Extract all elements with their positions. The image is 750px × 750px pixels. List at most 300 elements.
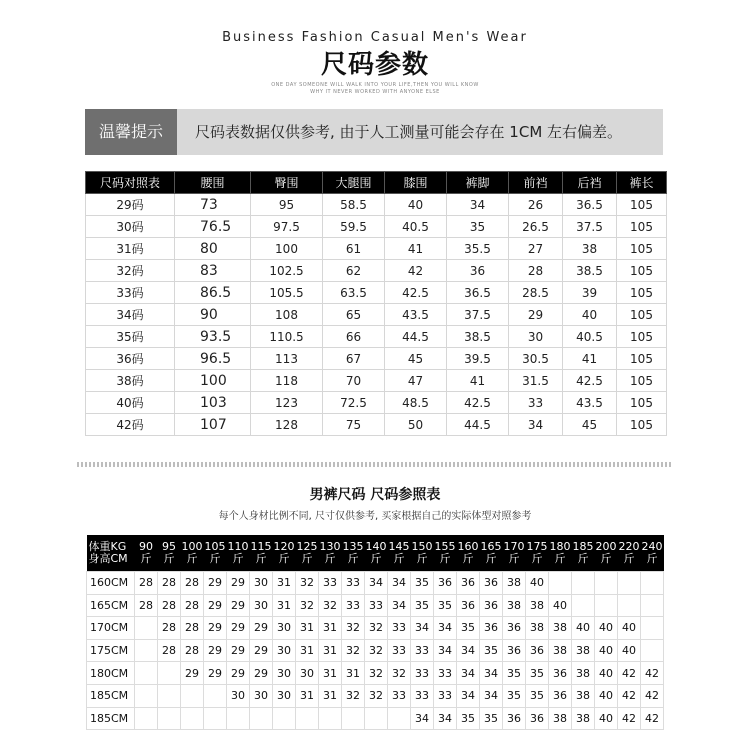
size-table-column-header: 裤脚	[447, 172, 509, 194]
table-cell: 36	[480, 572, 503, 595]
weight-unit: 斤	[370, 552, 382, 565]
weight-unit: 斤	[462, 552, 474, 565]
table-cell: 75	[323, 414, 385, 436]
table-cell: 26.5	[509, 216, 563, 238]
table-cell: 36	[549, 662, 572, 685]
weight-unit: 斤	[140, 552, 152, 565]
size-label-cell: 38码	[86, 370, 175, 392]
table-cell: 40	[595, 707, 618, 730]
table-cell: 35	[457, 617, 480, 640]
size-label-cell: 35码	[86, 326, 175, 348]
weight-value: 140	[365, 540, 387, 553]
table-row	[86, 326, 667, 348]
weight-value: 100	[181, 540, 203, 553]
size-table-column-header: 裤长	[617, 172, 667, 194]
table-cell: 35	[411, 594, 434, 617]
weight-value: 165	[480, 540, 502, 553]
weight-value: 110	[227, 540, 249, 553]
table-cell: 58.5	[323, 194, 385, 216]
table-cell: 29	[509, 304, 563, 326]
table-cell: 65	[323, 304, 385, 326]
weight-column-header	[135, 535, 158, 572]
table-cell: 38.5	[447, 326, 509, 348]
weight-value: 240	[641, 540, 663, 553]
table-cell: 38	[549, 639, 572, 662]
table-row	[87, 617, 664, 640]
table-cell: 32	[365, 639, 388, 662]
reference-title: 男裤尺码 尺码参照表	[309, 487, 441, 503]
table-cell: 31	[296, 617, 319, 640]
table-row	[86, 348, 667, 370]
table-cell: 42	[618, 684, 641, 707]
table-cell: 105	[617, 326, 667, 348]
table-cell: 32	[365, 684, 388, 707]
weight-unit: 斤	[347, 552, 359, 565]
table-cell: 32	[365, 662, 388, 685]
table-cell: 37.5	[563, 216, 617, 238]
table-cell: 32	[296, 594, 319, 617]
table-cell: 35	[447, 216, 509, 238]
table-cell: 36	[447, 260, 509, 282]
table-cell: 34	[388, 594, 411, 617]
table-cell: 39.5	[447, 348, 509, 370]
table-cell: 105	[617, 282, 667, 304]
weight-value: 200	[595, 540, 617, 553]
tagline-line-2: WHY IT NEVER WORKED WITH ANYONE ELSE	[310, 89, 440, 95]
table-cell: 43.5	[563, 392, 617, 414]
table-row	[86, 414, 667, 436]
table-cell: 38	[572, 662, 595, 685]
height-label-cell: 185CM	[87, 707, 135, 730]
english-title: Business Fashion Casual Men's Wear	[222, 30, 528, 45]
table-cell: 34	[411, 707, 434, 730]
weight-column-header	[434, 535, 457, 572]
weight-column-header	[411, 535, 434, 572]
table-cell: 34	[434, 639, 457, 662]
table-cell: 38	[563, 238, 617, 260]
table-cell: 29	[204, 572, 227, 595]
table-cell: 35	[457, 707, 480, 730]
table-cell: 36	[503, 639, 526, 662]
section-divider	[77, 462, 673, 467]
table-cell: 28	[181, 617, 204, 640]
table-cell: 30	[296, 662, 319, 685]
table-cell: 32	[388, 662, 411, 685]
weight-value: 155	[434, 540, 456, 553]
height-axis-label: 身高CM	[88, 552, 128, 565]
table-cell: 42	[641, 662, 664, 685]
weight-column-header	[549, 535, 572, 572]
tip-banner	[85, 109, 663, 155]
table-cell: 31.5	[509, 370, 563, 392]
table-cell: 59.5	[323, 216, 385, 238]
reference-table-header	[87, 535, 664, 572]
table-cell: 100	[251, 238, 323, 260]
table-cell	[595, 572, 618, 595]
table-cell: 28	[509, 260, 563, 282]
table-cell	[204, 707, 227, 730]
table-cell: 42	[618, 707, 641, 730]
table-cell: 36	[526, 707, 549, 730]
table-cell: 35	[526, 684, 549, 707]
table-cell: 31	[296, 684, 319, 707]
table-cell: 105	[617, 304, 667, 326]
table-cell: 38	[572, 684, 595, 707]
table-cell: 28	[181, 639, 204, 662]
table-cell: 36.5	[447, 282, 509, 304]
table-cell: 34	[365, 572, 388, 595]
table-cell: 38	[549, 617, 572, 640]
weight-unit: 斤	[232, 552, 244, 565]
table-cell: 30	[273, 662, 296, 685]
table-cell: 42.5	[447, 392, 509, 414]
table-cell: 35	[503, 662, 526, 685]
table-cell	[273, 707, 296, 730]
table-cell: 105	[617, 194, 667, 216]
size-table-header	[86, 172, 667, 194]
table-cell: 35.5	[447, 238, 509, 260]
table-cell: 26	[509, 194, 563, 216]
table-cell: 29	[227, 639, 250, 662]
table-cell: 36	[503, 617, 526, 640]
weight-column-header	[480, 535, 503, 572]
table-cell	[158, 684, 181, 707]
height-weight-reference-table	[86, 535, 664, 730]
table-cell: 42	[641, 684, 664, 707]
weight-value: 180	[549, 540, 571, 553]
weight-value: 130	[319, 540, 341, 553]
weight-value: 175	[526, 540, 548, 553]
table-cell: 34	[457, 662, 480, 685]
table-cell: 36	[549, 684, 572, 707]
weight-unit: 斤	[393, 552, 405, 565]
table-cell: 33	[342, 594, 365, 617]
table-cell: 29	[227, 662, 250, 685]
table-cell: 40	[618, 639, 641, 662]
table-cell	[181, 707, 204, 730]
size-label-cell: 31码	[86, 238, 175, 260]
table-cell: 70	[323, 370, 385, 392]
weight-value: 220	[618, 540, 640, 553]
table-cell: 31	[319, 617, 342, 640]
size-label-cell: 29码	[86, 194, 175, 216]
table-cell: 40.5	[385, 216, 447, 238]
table-cell: 44.5	[385, 326, 447, 348]
table-cell: 33	[388, 617, 411, 640]
table-cell: 28	[158, 572, 181, 595]
table-cell: 36.5	[563, 194, 617, 216]
table-cell: 30	[273, 617, 296, 640]
table-cell: 61	[323, 238, 385, 260]
table-cell: 128	[251, 414, 323, 436]
table-cell: 105	[617, 238, 667, 260]
table-cell: 33	[411, 684, 434, 707]
table-cell	[388, 707, 411, 730]
table-cell: 42	[618, 662, 641, 685]
table-cell: 36	[503, 707, 526, 730]
height-label-cell: 175CM	[87, 639, 135, 662]
weight-axis-label: 体重KG	[88, 540, 127, 553]
table-cell: 28	[135, 594, 158, 617]
table-cell: 35	[411, 572, 434, 595]
weight-unit: 斤	[301, 552, 313, 565]
table-cell: 30	[250, 594, 273, 617]
table-row	[87, 639, 664, 662]
table-cell: 73	[175, 194, 251, 216]
table-cell: 72.5	[323, 392, 385, 414]
size-table-column-header: 尺码对照表	[86, 172, 175, 194]
height-label-cell: 160CM	[87, 572, 135, 595]
tagline-line-1: ONE DAY SOMEONE WILL WALK INTO YOUR LIFE,THEN YOU WILL KNOW	[271, 82, 479, 88]
table-row	[86, 304, 667, 326]
size-label-cell: 42码	[86, 414, 175, 436]
table-cell: 29	[227, 617, 250, 640]
table-cell: 95	[251, 194, 323, 216]
table-cell: 32	[296, 572, 319, 595]
size-label-cell: 40码	[86, 392, 175, 414]
table-cell	[204, 684, 227, 707]
table-cell: 39	[563, 282, 617, 304]
table-cell: 105	[617, 370, 667, 392]
table-cell: 63.5	[323, 282, 385, 304]
table-cell: 32	[365, 617, 388, 640]
table-cell	[618, 594, 641, 617]
weight-value: 150	[411, 540, 433, 553]
table-cell: 29	[204, 662, 227, 685]
table-cell	[250, 707, 273, 730]
tip-text: 尺码表数据仅供参考, 由于人工测量可能会存在 1CM 左右偏差。	[195, 123, 623, 141]
table-row	[86, 392, 667, 414]
header-tagline	[0, 82, 750, 96]
weight-unit: 斤	[554, 552, 566, 565]
table-cell: 113	[251, 348, 323, 370]
table-cell: 35	[434, 594, 457, 617]
weight-column-header	[457, 535, 480, 572]
size-label-cell: 33码	[86, 282, 175, 304]
table-cell: 36	[526, 639, 549, 662]
table-cell: 29	[204, 639, 227, 662]
weight-column-header	[388, 535, 411, 572]
table-cell	[641, 639, 664, 662]
table-cell	[641, 594, 664, 617]
weight-value: 90	[139, 540, 153, 553]
table-cell: 40	[385, 194, 447, 216]
weight-value: 95	[162, 540, 176, 553]
table-cell: 96.5	[175, 348, 251, 370]
table-cell	[365, 707, 388, 730]
table-cell: 40.5	[563, 326, 617, 348]
table-cell: 40	[618, 617, 641, 640]
table-cell: 66	[323, 326, 385, 348]
table-cell: 38	[572, 707, 595, 730]
reference-corner-header	[87, 535, 135, 572]
table-cell: 42.5	[385, 282, 447, 304]
table-cell: 32	[342, 684, 365, 707]
table-cell: 105	[617, 260, 667, 282]
table-cell	[158, 707, 181, 730]
table-cell: 33	[342, 572, 365, 595]
table-cell	[549, 572, 572, 595]
table-cell: 40	[595, 639, 618, 662]
table-cell: 29	[204, 617, 227, 640]
table-cell: 31	[319, 684, 342, 707]
table-cell: 28	[181, 572, 204, 595]
size-table-column-header: 前裆	[509, 172, 563, 194]
table-cell: 76.5	[175, 216, 251, 238]
weight-unit: 斤	[600, 552, 612, 565]
size-label-cell: 36码	[86, 348, 175, 370]
weight-unit: 斤	[623, 552, 635, 565]
table-cell: 31	[273, 594, 296, 617]
table-cell: 40	[526, 572, 549, 595]
weight-value: 185	[572, 540, 594, 553]
table-cell: 30	[250, 572, 273, 595]
table-cell: 28.5	[509, 282, 563, 304]
table-cell: 33	[319, 572, 342, 595]
table-cell: 40	[595, 684, 618, 707]
table-cell: 34	[434, 707, 457, 730]
table-cell: 50	[385, 414, 447, 436]
table-cell: 105	[617, 216, 667, 238]
table-cell: 29	[227, 572, 250, 595]
table-cell: 40	[595, 617, 618, 640]
table-row	[86, 216, 667, 238]
table-cell: 30	[509, 326, 563, 348]
weight-unit: 斤	[209, 552, 221, 565]
table-cell	[135, 617, 158, 640]
table-cell: 30.5	[509, 348, 563, 370]
table-cell: 28	[135, 572, 158, 595]
table-cell: 36	[434, 572, 457, 595]
height-label-cell: 165CM	[87, 594, 135, 617]
tip-label: 温馨提示	[85, 109, 177, 155]
table-cell: 30	[250, 684, 273, 707]
table-cell: 34	[457, 684, 480, 707]
table-cell: 27	[509, 238, 563, 260]
table-cell: 80	[175, 238, 251, 260]
table-cell: 105	[617, 392, 667, 414]
table-cell: 40	[563, 304, 617, 326]
table-cell: 45	[563, 414, 617, 436]
table-cell: 31	[342, 662, 365, 685]
table-cell: 42	[641, 707, 664, 730]
table-cell: 43.5	[385, 304, 447, 326]
table-cell	[641, 572, 664, 595]
table-cell: 38	[549, 707, 572, 730]
table-cell: 33	[411, 662, 434, 685]
table-cell: 36	[457, 572, 480, 595]
table-cell	[618, 572, 641, 595]
table-cell: 33	[434, 684, 457, 707]
table-cell: 29	[250, 639, 273, 662]
table-cell: 28	[158, 639, 181, 662]
table-row	[86, 238, 667, 260]
weight-column-header	[296, 535, 319, 572]
weight-column-header	[365, 535, 388, 572]
weight-column-header	[342, 535, 365, 572]
table-cell: 44.5	[447, 414, 509, 436]
table-cell	[595, 594, 618, 617]
table-cell: 42	[385, 260, 447, 282]
table-cell: 102.5	[251, 260, 323, 282]
table-cell: 33	[365, 594, 388, 617]
weight-value: 160	[457, 540, 479, 553]
table-cell	[135, 639, 158, 662]
table-cell: 35	[480, 639, 503, 662]
table-row	[87, 594, 664, 617]
table-cell: 105	[617, 348, 667, 370]
weight-unit: 斤	[278, 552, 290, 565]
table-cell: 30	[273, 684, 296, 707]
table-cell: 28	[158, 594, 181, 617]
table-cell: 38.5	[563, 260, 617, 282]
weight-value: 170	[503, 540, 525, 553]
table-cell: 38	[526, 617, 549, 640]
table-cell: 38	[572, 639, 595, 662]
weight-column-header	[227, 535, 250, 572]
table-cell: 31	[319, 662, 342, 685]
weight-value: 135	[342, 540, 364, 553]
weight-value: 105	[204, 540, 226, 553]
weight-unit: 斤	[416, 552, 428, 565]
table-cell: 118	[251, 370, 323, 392]
table-row	[86, 282, 667, 304]
table-cell: 33	[388, 639, 411, 662]
weight-unit: 斤	[255, 552, 267, 565]
table-cell: 34	[447, 194, 509, 216]
size-label-cell: 30码	[86, 216, 175, 238]
table-row	[86, 260, 667, 282]
page-title: 尺码参数	[320, 50, 429, 80]
size-parameter-table	[85, 171, 667, 436]
table-cell: 86.5	[175, 282, 251, 304]
table-cell: 34	[480, 662, 503, 685]
weight-unit: 斤	[324, 552, 336, 565]
weight-column-header	[526, 535, 549, 572]
table-cell: 107	[175, 414, 251, 436]
table-cell: 29	[181, 662, 204, 685]
size-label-cell: 32码	[86, 260, 175, 282]
table-cell: 38	[503, 572, 526, 595]
weight-column-header	[273, 535, 296, 572]
weight-unit: 斤	[186, 552, 198, 565]
table-cell: 103	[175, 392, 251, 414]
table-cell: 34	[434, 617, 457, 640]
weight-unit: 斤	[577, 552, 589, 565]
size-table-column-header: 腰围	[175, 172, 251, 194]
table-cell: 40	[595, 662, 618, 685]
table-cell: 29	[227, 594, 250, 617]
table-cell	[227, 707, 250, 730]
table-cell	[135, 684, 158, 707]
table-cell: 34	[388, 572, 411, 595]
table-cell: 110.5	[251, 326, 323, 348]
table-cell: 29	[250, 617, 273, 640]
table-cell: 31	[319, 639, 342, 662]
table-cell: 31	[273, 572, 296, 595]
height-label-cell: 180CM	[87, 662, 135, 685]
reference-note: 每个人身材比例不同, 尺寸仅供参考, 买家根据自己的实际体型对照参考	[218, 511, 532, 522]
table-cell: 100	[175, 370, 251, 392]
table-cell: 90	[175, 304, 251, 326]
table-cell: 40	[549, 594, 572, 617]
table-cell: 37.5	[447, 304, 509, 326]
weight-column-header	[618, 535, 641, 572]
table-cell: 41	[385, 238, 447, 260]
table-cell	[135, 662, 158, 685]
table-cell: 35	[526, 662, 549, 685]
table-cell: 97.5	[251, 216, 323, 238]
